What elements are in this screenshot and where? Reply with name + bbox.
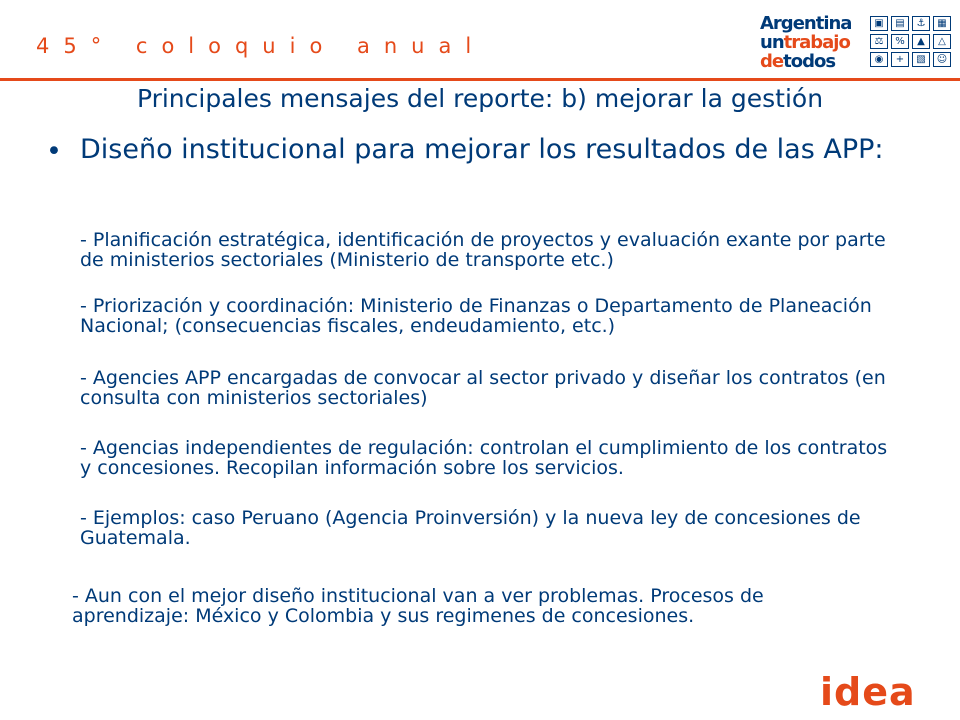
logo-line-1: Argentina (760, 13, 852, 34)
conference-label: 45° coloquio anual (36, 34, 486, 58)
road-icon: △ (933, 34, 951, 49)
idea-logo: idea (820, 670, 916, 714)
logo-word-de: de (760, 51, 784, 72)
sub-item-agencias-regulacion: - Agencias independientes de regulación: controlan el cumplimiento de los contratos y concesiones. Recopilan información sobre los servicios. (80, 437, 888, 479)
basket-icon: ▤ (891, 16, 909, 31)
bullet-heading: Diseño institucional para mejorar los resultados de las APP: (80, 134, 884, 165)
sub-item-agencies-app: - Agencies APP encargadas de convocar al sector privado y diseñar los contratos (en consulta con ministerios sectoriales) (80, 367, 886, 409)
sub-item-ejemplos: - Ejemplos: caso Peruano (Agencia Proinversión) y la nueva ley de concesiones de Guatemala. (80, 507, 861, 549)
logo-line-2 (760, 33, 851, 52)
argentina-logo (760, 14, 960, 76)
anchor-icon: ⚓ (912, 16, 930, 31)
logo-word-un: un (760, 32, 784, 53)
logo-line-3 (760, 52, 851, 71)
factory-icon: ▦ (933, 16, 951, 31)
percent-icon: % (891, 34, 909, 49)
logo-icon-grid (870, 16, 951, 67)
header-band (0, 0, 960, 80)
logo-text (760, 14, 851, 71)
bullet-dot: • (46, 136, 62, 167)
header-divider (0, 78, 960, 81)
people-icon: ☺ (933, 52, 951, 67)
logo-word-todos: todos (783, 51, 836, 72)
ship-icon: ▲ (912, 34, 930, 49)
sub-item-priorizacion: - Priorización y coordinación: Ministerio de Finanzas o Departamento de Planeación Nacional; (consecuencias fiscales, endeudamiento, etc.) (80, 295, 872, 337)
slide-title: Principales mensajes del reporte: b) mejorar la gestión (136, 84, 824, 113)
logo-word-trabajo: trabajo (783, 32, 850, 53)
building-icon: ▣ (870, 16, 888, 31)
scales-icon: ⚖ (870, 34, 888, 49)
sub-item-aprendizaje: - Aun con el mejor diseño institucional van a ver problemas. Procesos de aprendizaje: México y Colombia y sus regimenes de concesiones. (72, 585, 764, 627)
truck-icon: ▧ (912, 52, 930, 67)
medical-icon: + (891, 52, 909, 67)
sub-item-planificacion: - Planificación estratégica, identificación de proyectos y evaluación exante por parte de ministerios sectoriales (Ministerio de transporte etc.) (80, 229, 886, 271)
tractor-icon: ◉ (870, 52, 888, 67)
